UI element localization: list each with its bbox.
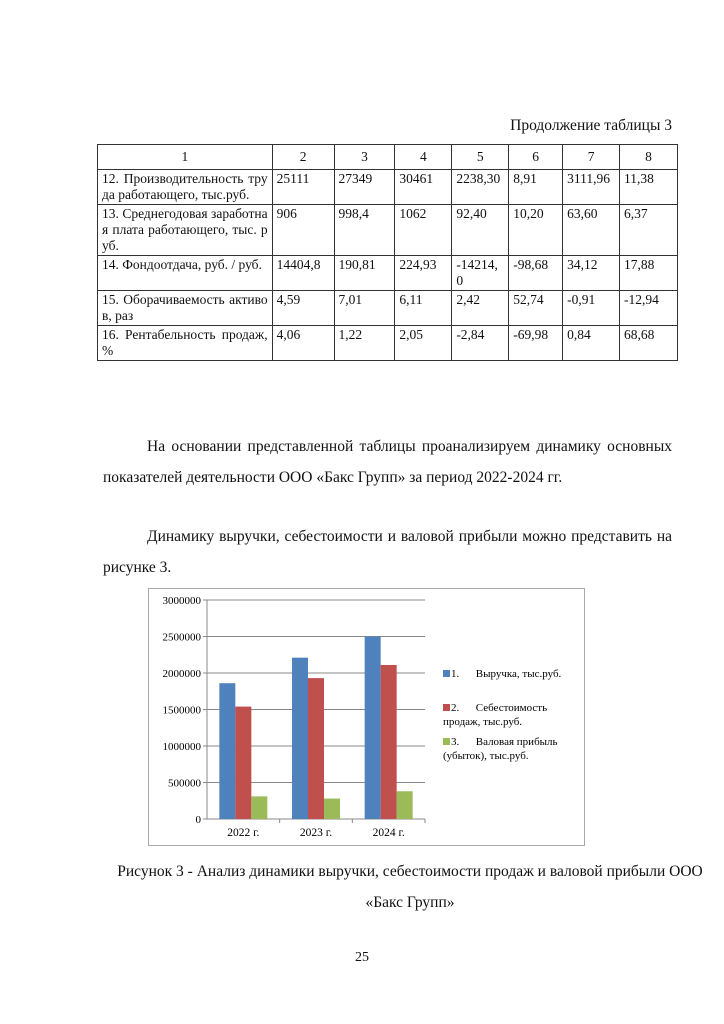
x-tick-label: 2023 г. (299, 827, 333, 839)
value-cell: 6,11 (395, 291, 452, 326)
legend-swatch (443, 704, 450, 711)
value-cell: 1062 (395, 205, 452, 256)
value-cell: 2,42 (452, 291, 509, 326)
table-row (98, 291, 678, 326)
row-label-cell: 15. Оборачиваемость активов, раз (98, 291, 273, 326)
y-tick-label: 500000 (168, 777, 201, 790)
bar (235, 707, 251, 819)
value-cell: 906 (272, 205, 334, 256)
table-row (98, 256, 678, 291)
value-cell: 3111,96 (563, 170, 620, 205)
bar (324, 799, 340, 819)
header-cell: 1 (98, 145, 273, 170)
value-cell: 4,59 (272, 291, 334, 326)
value-cell: -14214,0 (452, 256, 509, 291)
value-cell: 0,84 (563, 326, 620, 361)
header-cell: 5 (452, 145, 509, 170)
value-cell: 4,06 (272, 326, 334, 361)
table-row (98, 205, 678, 256)
bar (292, 658, 308, 819)
value-cell: 2238,30 (452, 170, 509, 205)
header-cell: 6 (509, 145, 563, 170)
legend-swatch (443, 670, 450, 677)
value-cell: 2,05 (395, 326, 452, 361)
value-cell: 190,81 (334, 256, 395, 291)
value-cell: -0,91 (563, 291, 620, 326)
legend-label: 2. Себестоимость продаж, тыс.руб. (443, 702, 548, 728)
legend-label: 1. Выручка, тыс.руб. (451, 668, 562, 680)
table-header-row (98, 145, 678, 170)
row-label-cell: 13. Среднегодовая заработная плата работающего, тыс. руб. (98, 205, 273, 256)
header-cell: 8 (620, 145, 678, 170)
row-label-cell: 14. Фондоотдача, руб. / руб. (98, 256, 273, 291)
legend-swatch (443, 738, 450, 745)
table-continuation-label: Продолжение таблицы 3 (510, 117, 672, 134)
value-cell: 11,38 (620, 170, 678, 205)
value-cell: 27349 (334, 170, 395, 205)
x-tick-label: 2024 г. (372, 827, 405, 839)
row-label-cell: 12. Производительность труда работающего, тыс.руб. (98, 170, 273, 205)
table-row (98, 170, 678, 205)
indicators-table (97, 144, 678, 361)
table-row (98, 326, 678, 361)
bar (308, 678, 324, 819)
value-cell: 8,91 (509, 170, 563, 205)
chart-svg (149, 589, 586, 847)
value-cell: 224,93 (395, 256, 452, 291)
figure-caption: Рисунок 3 - Анализ динамики выручки, себестоимости продаж и валовой прибыли ООО «Бакс Групп» (117, 863, 703, 911)
value-cell: 30461 (395, 170, 452, 205)
value-cell: 34,12 (563, 256, 620, 291)
value-cell: 998,4 (334, 205, 395, 256)
row-label-cell: 16. Рентабельность продаж, % (98, 326, 273, 361)
y-tick-label: 1500000 (162, 704, 201, 717)
bar-chart (148, 588, 585, 846)
header-cell: 2 (272, 145, 334, 170)
value-cell: 52,74 (509, 291, 563, 326)
value-cell: 17,88 (620, 256, 678, 291)
y-tick-label: 2500000 (162, 631, 201, 644)
value-cell: 25111 (272, 170, 334, 205)
header-cell: 4 (395, 145, 452, 170)
value-cell: 63,60 (563, 205, 620, 256)
value-cell: 10,20 (509, 205, 563, 256)
paragraph: Динамику выручки, себестоимости и валовой прибыли можно представить на рисунке 3. (103, 528, 672, 576)
x-tick-label: 2022 г. (227, 827, 260, 839)
value-cell: -12,94 (620, 291, 678, 326)
y-tick-label: 1000000 (162, 741, 201, 753)
header-cell: 3 (334, 145, 395, 170)
value-cell: -2,84 (452, 326, 509, 361)
value-cell: -98,68 (509, 256, 563, 291)
y-tick-label: 2000000 (162, 668, 201, 680)
value-cell: 7,01 (334, 291, 395, 326)
y-tick-label: 3000000 (162, 595, 201, 607)
value-cell: 92,40 (452, 205, 509, 256)
bar (365, 637, 381, 820)
bar (381, 665, 397, 819)
bar (251, 796, 267, 819)
header-cell: 7 (563, 145, 620, 170)
value-cell: 68,68 (620, 326, 678, 361)
value-cell: 14404,8 (272, 256, 334, 291)
bar (219, 683, 235, 819)
value-cell: 6,37 (620, 205, 678, 256)
legend-label: 3. Валовая прибыль (убыток), тыс.руб. (443, 736, 558, 762)
value-cell: 1,22 (334, 326, 395, 361)
page-number: 25 (355, 950, 369, 965)
paragraph: На основании представленной таблицы проанализируем динамику основных показателей деятельности ООО «Бакс Групп» за период 2022-2024 гг. (103, 438, 672, 486)
bar (397, 791, 413, 819)
value-cell: -69,98 (509, 326, 563, 361)
y-tick-label: 0 (195, 814, 201, 826)
